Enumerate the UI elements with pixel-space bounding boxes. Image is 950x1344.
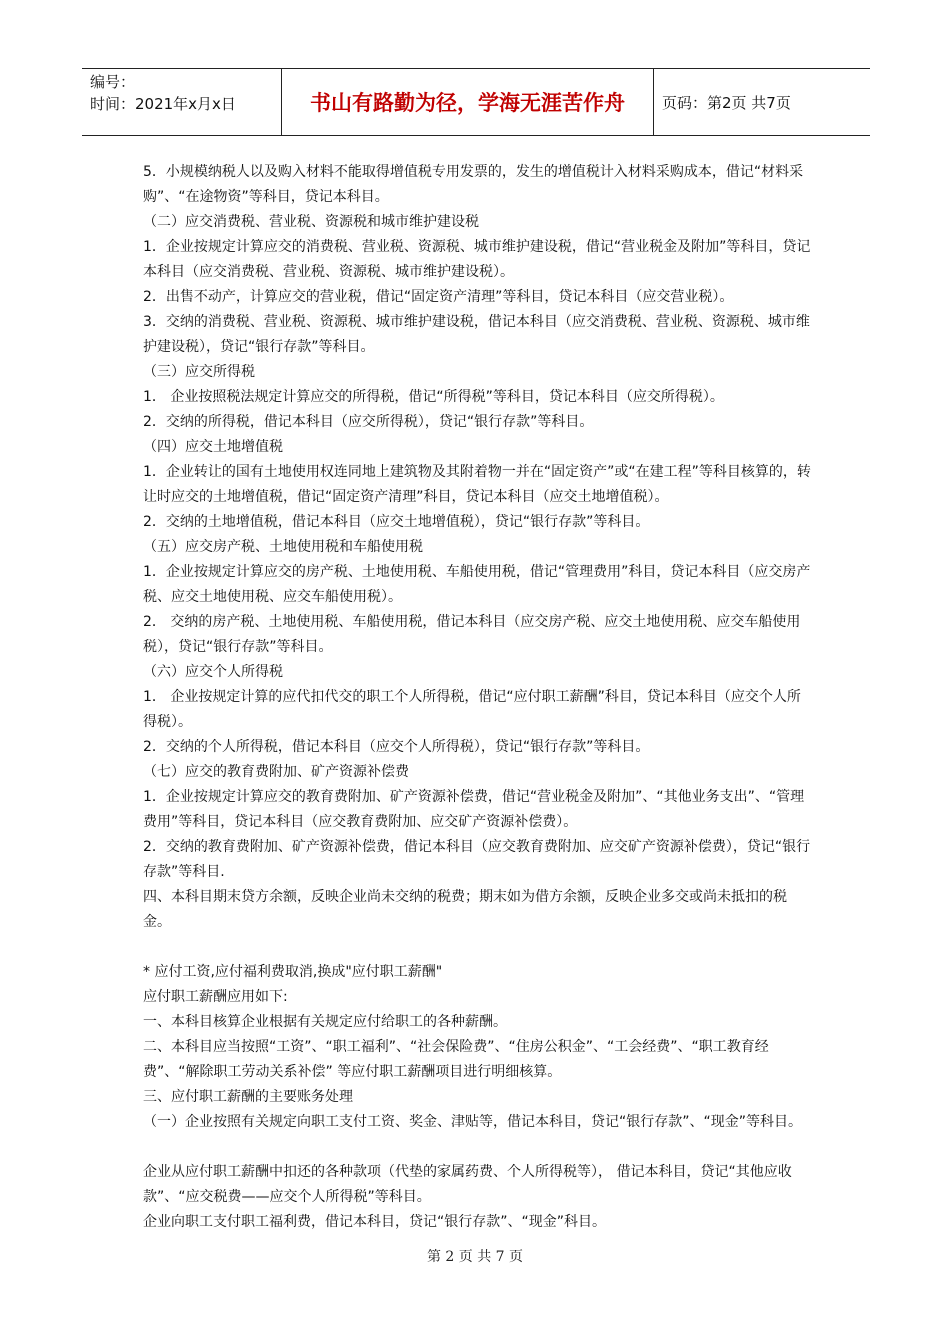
document-body [143,160,813,1235]
body-paragraph: 2．交纳的所得税，借记本科目（应交所得税），贷记“银行存款”等科目。 [143,414,594,430]
section-heading: （二）应交消费税、营业税、资源税和城市维护建设税 [143,214,479,230]
section-heading: （四）应交土地增值税 [143,439,283,455]
body-paragraph: 3．交纳的消费税、营业税、资源税、城市维护建设税，借记本科目（应交消费税、营业税、资源税、城市维护建设税），贷记“银行存款”等科目。 [143,314,810,355]
body-paragraph: 2．交纳的教育费附加、矿产资源补偿费，借记本科目（应交教育费附加、应交矿产资源补偿费），贷记“银行存款”等科目. [143,839,811,880]
body-paragraph: 5．小规模纳税人以及购入材料不能取得增值税专用发票的，发生的增值税计入材料采购成本，借记“材料采购”、“在途物资”等科目，贷记本科目。 [143,164,804,205]
section-heading: （五）应交房产税、土地使用税和车船使用税 [143,539,423,555]
section-heading: 三、应付职工薪酬的主要账务处理 [143,1089,353,1105]
body-paragraph: 二、本科目应当按照“工资”、“职工福利”、“社会保险费”、“住房公积金”、“工会经费”、“职工教育经费”、“解除职工劳动关系补偿” 等应付职工薪酬项目进行明细核算。 [143,1039,769,1080]
page-header [82,68,870,136]
body-paragraph: 1．企业按规定计算应交的房产税、土地使用税、车船使用税，借记“管理费用”科目，贷记本科目（应交房产税、应交土地使用税、应交车船使用税）。 [143,564,811,605]
section-heading: （六）应交个人所得税 [143,664,283,680]
body-paragraph: 2．出售不动产，计算应交的营业税，借记“固定资产清理”等科目，贷记本科目（应交营业税）。 [143,289,734,305]
body-paragraph: 四、本科目期末贷方余额，反映企业尚未交纳的税费；期末如为借方余额，反映企业多交或尚未抵扣的税金。 [143,889,787,930]
body-paragraph: 1． 企业按规定计算的应代扣代交的职工个人所得税，借记“应付职工薪酬”科目，贷记本科目（应交个人所得税）。 [143,689,801,730]
body-paragraph: 2．交纳的个人所得税，借记本科目（应交个人所得税），贷记“银行存款”等科目。 [143,739,650,755]
body-paragraph: 一、本科目核算企业根据有关规定应付给职工的各种薪酬。 [143,1014,507,1030]
body-paragraph: 1． 企业按照税法规定计算应交的所得税，借记“所得税”等科目，贷记本科目（应交所得税）。 [143,389,724,405]
section-heading: （七）应交的教育费附加、矿产资源补偿费 [143,764,409,780]
body-paragraph: 2．交纳的土地增值税，借记本科目（应交土地增值税），贷记“银行存款”等科目。 [143,514,650,530]
body-paragraph: （一）企业按照有关规定向职工支付工资、奖金、津贴等，借记本科目，贷记“银行存款”、“现金”等科目。 [143,1114,803,1130]
blank-line [143,935,813,960]
header-motto: 书山有路勤为径，学海无涯苦作舟 [282,69,654,135]
body-paragraph: 应付职工薪酬应用如下: [143,989,288,1005]
body-paragraph: 2． 交纳的房产税、土地使用税、车船使用税，借记本科目（应交房产税、应交土地使用税、应交车船使用税），贷记“银行存款”等科目。 [143,614,801,655]
note-paragraph: * 应付工资,应付福利费取消,换成"应付职工薪酬" [143,964,443,980]
blank-line [143,1135,813,1160]
body-paragraph: 1．企业按规定计算应交的消费税、营业税、资源税、城市维护建设税，借记“营业税金及附加”等科目，贷记本科目（应交消费税、营业税、资源税、城市维护建设税）。 [143,239,811,280]
header-meta [82,69,282,135]
document-number-label: 编号： [90,73,136,91]
body-paragraph: 1．企业转让的国有土地使用权连同地上建筑物及其附着物一并在“固定资产”或“在建工程”等科目核算的，转让时应交的土地增值税，借记“固定资产清理”科目，贷记本科目（应交土地增值税）。 [143,464,811,505]
document-date-label: 时间：2021年x月x日 [90,95,236,113]
body-paragraph: 企业从应付职工薪酬中扣还的各种款项（代垫的家属药费、个人所得税等）， 借记本科目，贷记“其他应收款”、“应交税费——应交个人所得税”等科目。 [143,1164,792,1205]
body-paragraph: 1．企业按规定计算应交的教育费附加、矿产资源补偿费，借记“营业税金及附加”、“其他业务支出”、“管理费用”等科目，贷记本科目（应交教育费附加、应交矿产资源补偿费）。 [143,789,805,830]
body-paragraph: 企业向职工支付职工福利费，借记本科目，贷记“银行存款”、“现金”科目。 [143,1214,607,1230]
header-page-number: 页码：第2页 共7页 [662,93,791,112]
section-heading: （三）应交所得税 [143,364,255,380]
page-footer: 第 2 页 共 7 页 [426,1249,524,1265]
